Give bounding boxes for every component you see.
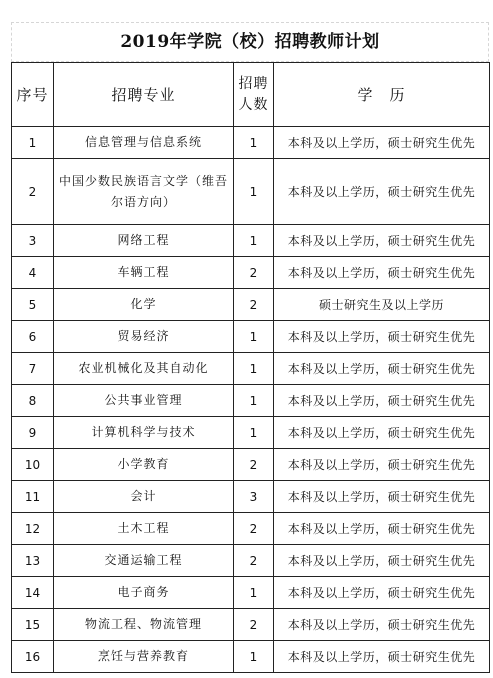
- row-index: 3: [12, 225, 54, 257]
- table-row: [12, 385, 490, 417]
- row-education: 本科及以上学历，硕士研究生优先: [274, 641, 490, 673]
- row-major: 土木工程: [54, 513, 234, 545]
- row-major: 公共事业管理: [54, 385, 234, 417]
- table-row: [12, 577, 490, 609]
- row-index: 13: [12, 545, 54, 577]
- row-major: 物流工程、物流管理: [54, 609, 234, 641]
- row-index: 1: [12, 127, 54, 159]
- row-count: 1: [234, 353, 274, 385]
- row-count: 2: [234, 449, 274, 481]
- row-index: 2: [12, 159, 54, 225]
- recruitment-table: [11, 62, 490, 673]
- row-education: 本科及以上学历，硕士研究生优先: [274, 225, 490, 257]
- row-education: 本科及以上学历，硕士研究生优先: [274, 159, 490, 225]
- row-major: 交通运输工程: [54, 545, 234, 577]
- table-row: [12, 545, 490, 577]
- row-major: 中国少数民族语言文学（维吾尔语方向）: [54, 159, 234, 225]
- row-index: 10: [12, 449, 54, 481]
- row-index: 5: [12, 289, 54, 321]
- row-count: 1: [234, 321, 274, 353]
- header-count-line2: 人数: [238, 96, 269, 113]
- header-count-line1: 招聘: [238, 75, 269, 92]
- row-count: 1: [234, 225, 274, 257]
- row-count: 1: [234, 641, 274, 673]
- header-count: [234, 63, 274, 127]
- row-education: 本科及以上学历，硕士研究生优先: [274, 321, 490, 353]
- table-row: [12, 225, 490, 257]
- row-major: 烹饪与营养教育: [54, 641, 234, 673]
- row-major: 会计: [54, 481, 234, 513]
- row-index: 14: [12, 577, 54, 609]
- row-major: 农业机械化及其自动化: [54, 353, 234, 385]
- table-row: [12, 289, 490, 321]
- row-education: 本科及以上学历，硕士研究生优先: [274, 449, 490, 481]
- row-count: 2: [234, 609, 274, 641]
- table-header-row: [12, 63, 490, 127]
- row-education: 本科及以上学历，硕士研究生优先: [274, 545, 490, 577]
- row-education: 硕士研究生及以上学历: [274, 289, 490, 321]
- table-row: [12, 481, 490, 513]
- table-row: [12, 257, 490, 289]
- row-education: 本科及以上学历，硕士研究生优先: [274, 609, 490, 641]
- table-row: [12, 127, 490, 159]
- row-index: 6: [12, 321, 54, 353]
- table-row: [12, 159, 490, 225]
- row-index: 16: [12, 641, 54, 673]
- row-major: 小学教育: [54, 449, 234, 481]
- row-education: 本科及以上学历，硕士研究生优先: [274, 417, 490, 449]
- row-education: 本科及以上学历，硕士研究生优先: [274, 257, 490, 289]
- row-education: 本科及以上学历，硕士研究生优先: [274, 577, 490, 609]
- row-count: 2: [234, 289, 274, 321]
- header-education: 学 历: [274, 63, 490, 127]
- row-index: 9: [12, 417, 54, 449]
- row-count: 1: [234, 385, 274, 417]
- table-row: [12, 641, 490, 673]
- header-major: 招聘专业: [54, 63, 234, 127]
- table-row: [12, 449, 490, 481]
- row-count: 2: [234, 545, 274, 577]
- row-education: 本科及以上学历，硕士研究生优先: [274, 481, 490, 513]
- row-index: 11: [12, 481, 54, 513]
- row-major: 贸易经济: [54, 321, 234, 353]
- row-index: 7: [12, 353, 54, 385]
- row-education: 本科及以上学历，硕士研究生优先: [274, 353, 490, 385]
- row-index: 8: [12, 385, 54, 417]
- page-title: 2019年学院（校）招聘教师计划: [120, 32, 380, 52]
- row-education: 本科及以上学历，硕士研究生优先: [274, 385, 490, 417]
- table-row: [12, 513, 490, 545]
- row-index: 4: [12, 257, 54, 289]
- row-count: 2: [234, 513, 274, 545]
- row-count: 1: [234, 577, 274, 609]
- table-row: [12, 353, 490, 385]
- row-count: 1: [234, 417, 274, 449]
- row-count: 3: [234, 481, 274, 513]
- row-education: 本科及以上学历，硕士研究生优先: [274, 127, 490, 159]
- row-education: 本科及以上学历，硕士研究生优先: [274, 513, 490, 545]
- row-major: 化学: [54, 289, 234, 321]
- row-count: 1: [234, 127, 274, 159]
- header-index: 序号: [12, 63, 54, 127]
- row-count: 1: [234, 159, 274, 225]
- row-major: 电子商务: [54, 577, 234, 609]
- table-row: [12, 321, 490, 353]
- row-major: 车辆工程: [54, 257, 234, 289]
- table-row: [12, 609, 490, 641]
- row-index: 12: [12, 513, 54, 545]
- row-count: 2: [234, 257, 274, 289]
- row-major: 信息管理与信息系统: [54, 127, 234, 159]
- row-major: 计算机科学与技术: [54, 417, 234, 449]
- row-index: 15: [12, 609, 54, 641]
- row-major: 网络工程: [54, 225, 234, 257]
- table-row: [12, 417, 490, 449]
